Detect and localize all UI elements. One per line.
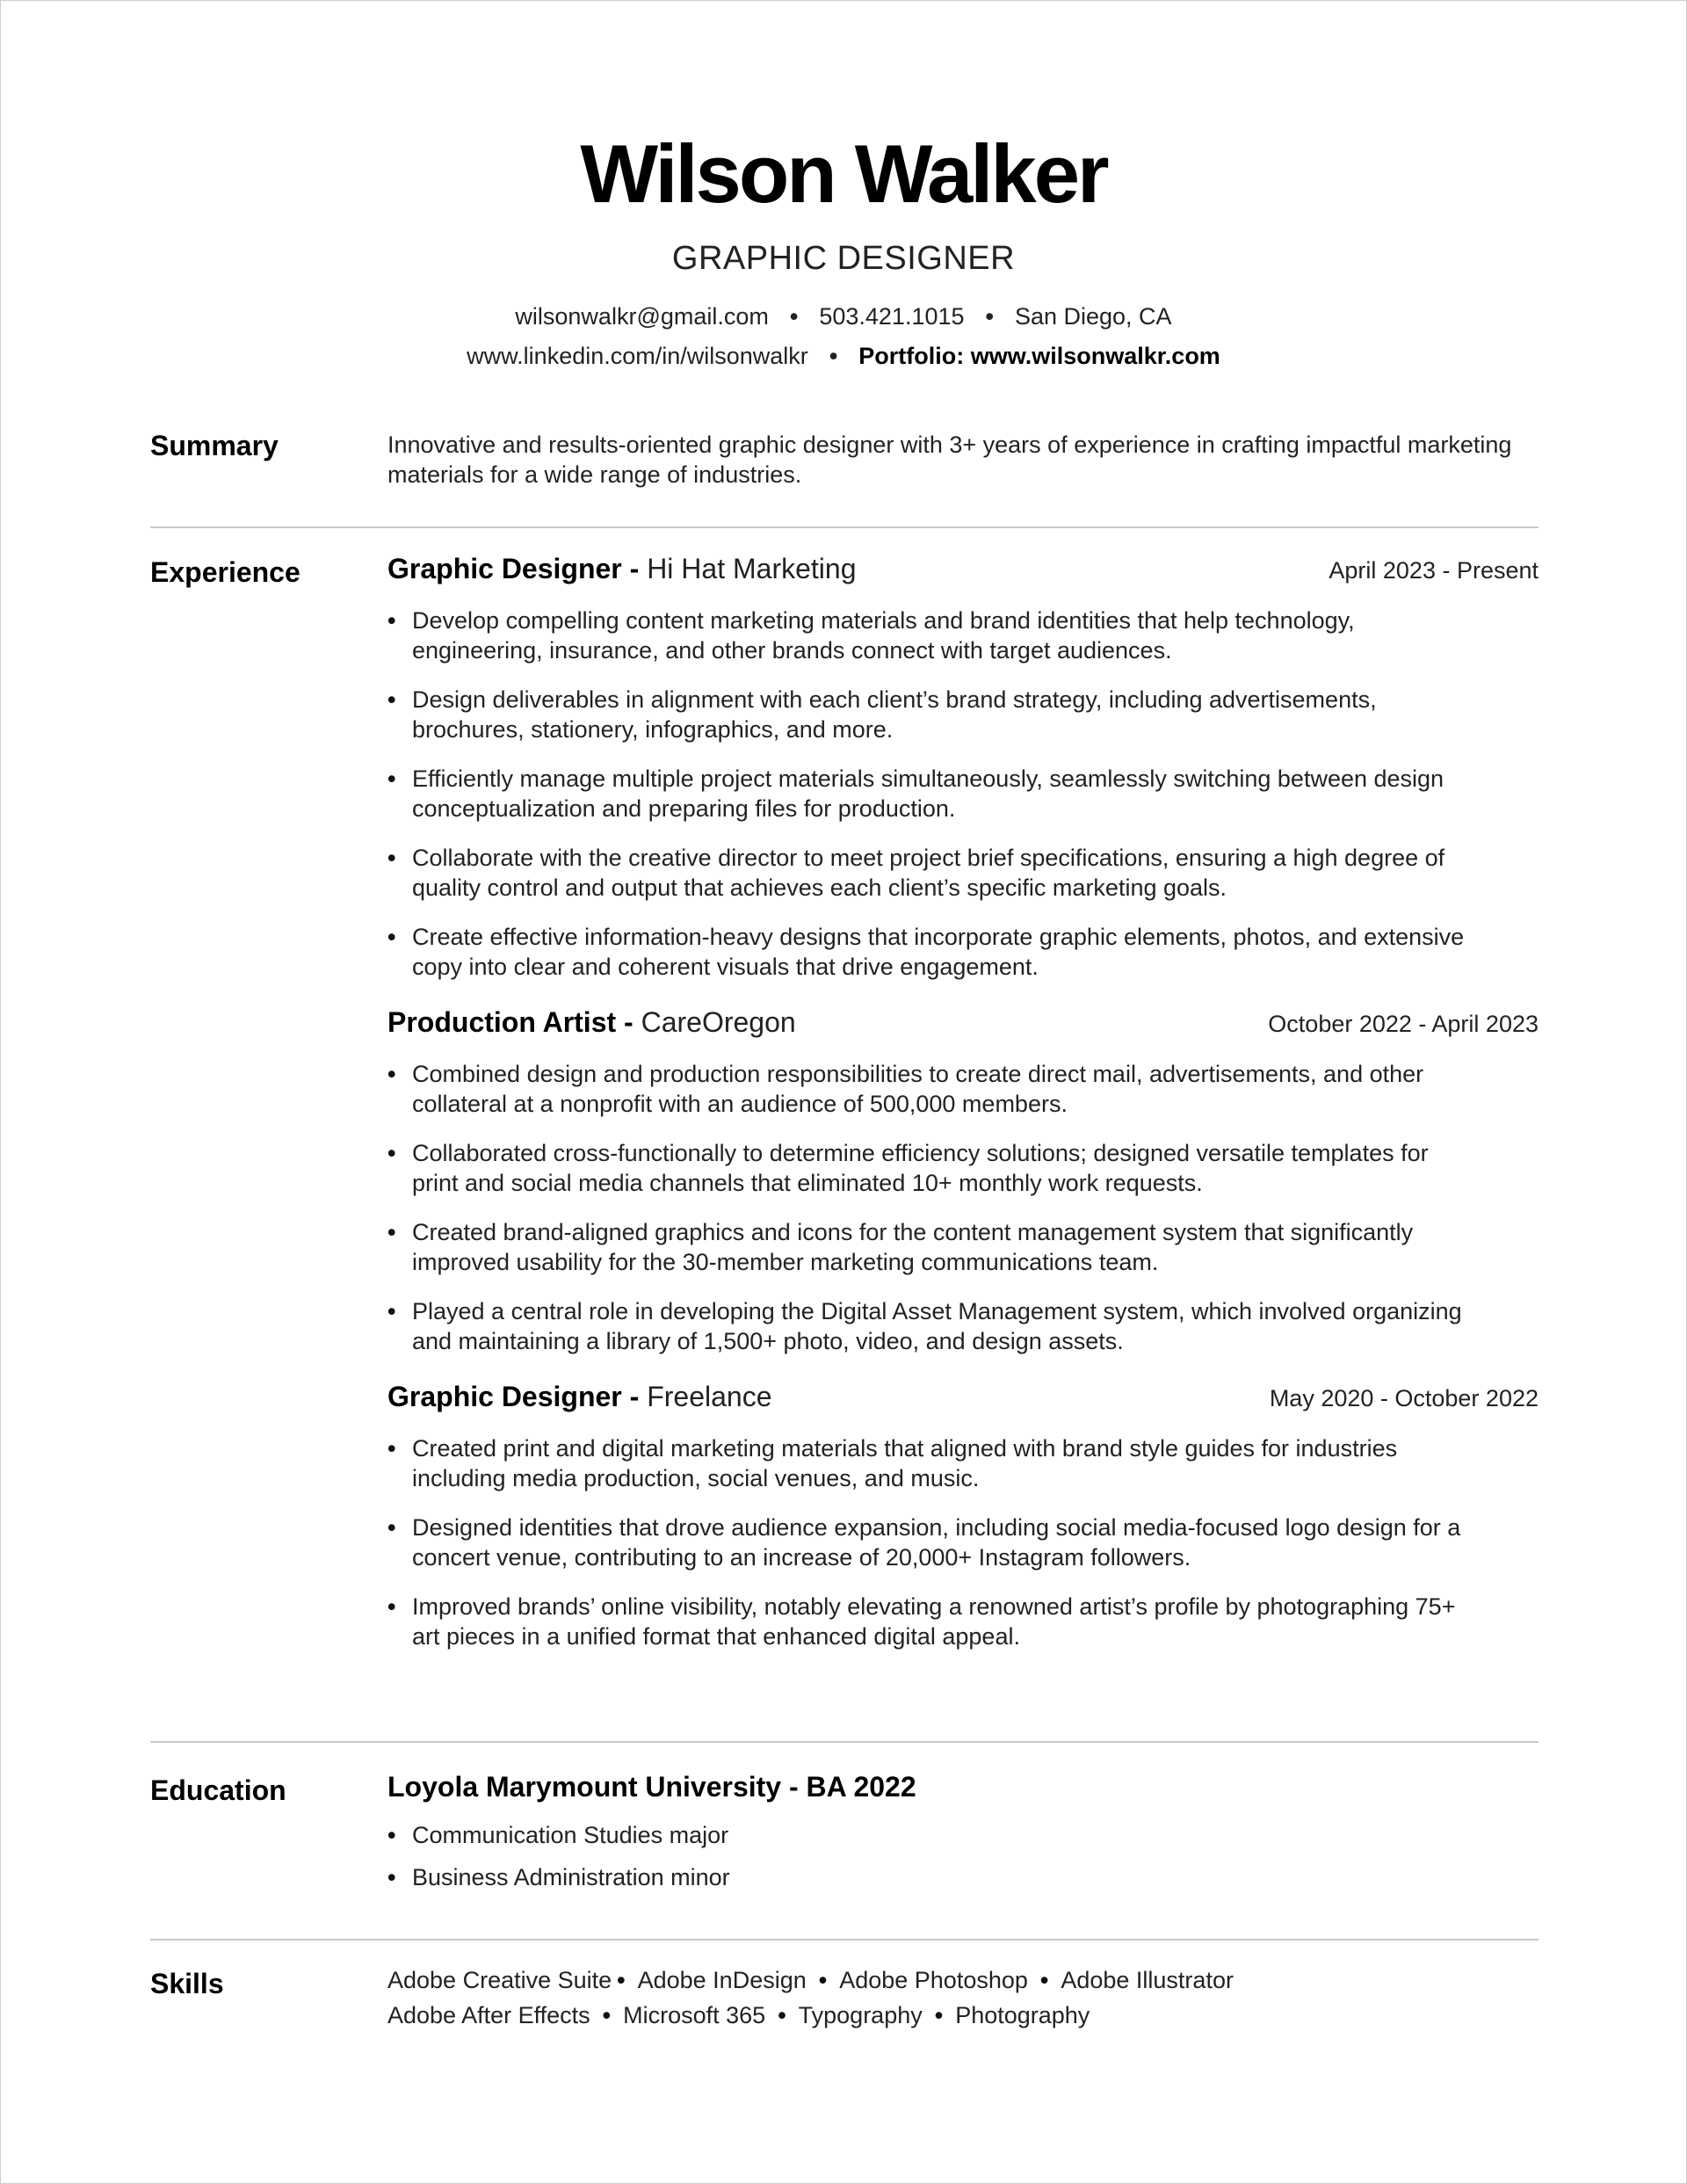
education-school: Loyola Marymount University - BA 2022: [387, 1771, 916, 1803]
job-title: Production Artist -: [387, 1006, 641, 1038]
contact-phone[interactable]: 503.421.1015: [819, 303, 965, 330]
list-item: • Efficiently manage multiple project materials simultaneously, seamlessly switching between design conceptualization and preparing files for production.: [387, 764, 1466, 824]
job-header: [387, 1379, 1539, 1414]
job-dates: October 2022 - April 2023: [1268, 1011, 1539, 1037]
separator-dot: •: [602, 2002, 612, 2028]
job-bullets: [387, 1059, 1539, 1356]
list-item: • Created print and digital marketing materials that aligned with brand style guides for industries including media production, social venues, and music.: [387, 1433, 1466, 1493]
job-dates: May 2020 - October 2022: [1269, 1385, 1539, 1411]
skill-item: Adobe InDesign: [637, 1967, 807, 1993]
list-item: • Business Administration minor: [387, 1862, 1466, 1892]
skill-item: Typography: [798, 2002, 923, 2028]
skills-body: [387, 1963, 1539, 2033]
contact-linkedin[interactable]: www.linkedin.com/in/wilsonwalkr: [467, 343, 808, 369]
summary-text: Innovative and results-oriented graphic designer with 3+ years of experience in crafting impactful marketing materials for a wide range of industries.: [387, 432, 1512, 488]
job-bullets: [387, 1433, 1539, 1651]
job-entry: [387, 1005, 1539, 1356]
job-company: Freelance: [647, 1381, 772, 1412]
separator-dot: •: [789, 303, 799, 330]
separator-dot: •: [985, 303, 994, 330]
list-item: • Designed identities that drove audience expansion, including social media-focused logo design for a concert venue, contributing to an increase of 20,000+ Instagram followers.: [387, 1513, 1466, 1572]
section-divider: [150, 1741, 1539, 1743]
separator-dot: •: [934, 2002, 944, 2028]
list-item: • Communication Studies major: [387, 1820, 1466, 1850]
job-company: Hi Hat Marketing: [647, 553, 857, 584]
skills-line: [387, 1998, 1539, 2033]
contact-line-primary: [1, 305, 1686, 329]
education-body: [387, 1769, 1539, 1892]
section-divider: [150, 526, 1539, 528]
skill-item: Adobe After Effects: [387, 2002, 590, 2028]
contact-location: San Diego, CA: [1014, 303, 1172, 330]
section-label-summary: Summary: [150, 430, 279, 461]
list-item: • Played a central role in developing the Digital Asset Management system, which involved organizing and maintaining a library of 1,500+ photo, video, and design assets.: [387, 1296, 1466, 1356]
skill-item: Microsoft 365: [623, 2002, 766, 2028]
separator-dot: •: [617, 1967, 626, 1993]
separator-dot: •: [829, 343, 838, 369]
list-item: • Develop compelling content marketing materials and brand identities that help technology, engineering, insurance, and other brands connect with target audiences.: [387, 606, 1466, 665]
job-entry: [387, 1379, 1539, 1651]
contact-portfolio[interactable]: Portfolio: www.wilsonwalkr.com: [858, 343, 1220, 369]
list-item: • Collaborated cross-functionally to determine efficiency solutions; designed versatile templates for print and social media channels that eliminated 10+ monthly work requests.: [387, 1138, 1466, 1198]
skill-item: Adobe Illustrator: [1061, 1967, 1234, 1993]
job-bullets: [387, 606, 1539, 982]
separator-dot: •: [818, 1967, 828, 1993]
job-header: [387, 1005, 1539, 1040]
skill-item: Photography: [955, 2002, 1090, 2028]
section-label-education: Education: [150, 1774, 286, 1806]
list-item: • Create effective information-heavy designs that incorporate graphic elements, photos, and extensive copy into clear and coherent visuals that drive engagement.: [387, 922, 1466, 982]
list-item: • Improved brands’ online visibility, notably elevating a renowned artist’s profile by photographing 75+ art pieces in a unified format that enhanced digital appeal.: [387, 1592, 1466, 1651]
skill-item: Adobe Creative Suite: [387, 1967, 612, 1993]
separator-dot: •: [778, 2002, 786, 2028]
candidate-role: GRAPHIC DESIGNER: [671, 240, 1016, 277]
resume-header: [1, 127, 1686, 369]
job-title: Graphic Designer -: [387, 553, 648, 584]
list-item: • Combined design and production responsibilities to create direct mail, advertisements, and other collateral at a nonprofit with an audience of 500,000 members.: [387, 1059, 1466, 1119]
job-entry: [387, 551, 1539, 982]
summary-body: [387, 432, 1539, 490]
job-title: Graphic Designer -: [387, 1381, 648, 1412]
list-item: • Design deliverables in alignment with each client’s brand strategy, including advertisements, brochures, stationery, infographics, and more.: [387, 685, 1466, 744]
experience-body: [387, 553, 1539, 1651]
contact-line-secondary: [1, 345, 1686, 368]
job-dates: April 2023 - Present: [1329, 557, 1539, 584]
list-item: • Collaborate with the creative director to meet project brief specifications, ensuring a high degree of quality control and output that achieves each client’s specific marketing goals.: [387, 843, 1466, 903]
job-header: [387, 551, 1539, 586]
skills-line: [387, 1963, 1539, 1998]
list-item: • Created brand-aligned graphics and icons for the content management system that significantly improved usability for the 30-member marketing communications team.: [387, 1217, 1466, 1277]
skill-item: Adobe Photoshop: [839, 1967, 1028, 1993]
section-divider: [150, 1939, 1539, 1941]
contact-email[interactable]: wilsonwalkr@gmail.com: [515, 303, 769, 330]
section-label-skills: Skills: [150, 1968, 224, 1999]
job-company: CareOregon: [641, 1006, 796, 1038]
education-items: [387, 1820, 1539, 1892]
candidate-name: Wilson Walker: [580, 127, 1107, 220]
section-label-experience: Experience: [150, 556, 300, 588]
separator-dot: •: [1039, 1967, 1049, 1993]
